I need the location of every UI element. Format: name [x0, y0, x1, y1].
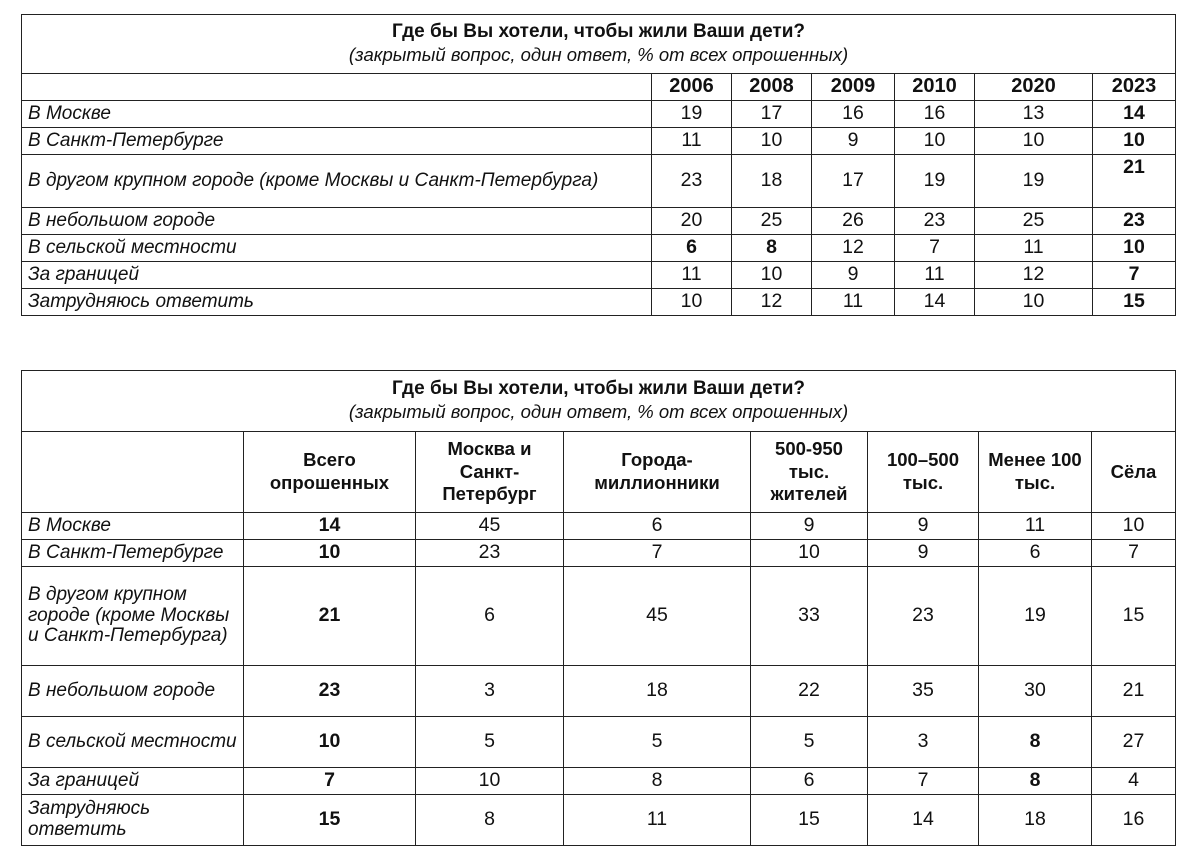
value-cell: 7 [895, 235, 975, 262]
value-cell: 7 [1092, 540, 1176, 567]
table-row [22, 101, 1176, 128]
value-cell-2023: 23 [1093, 208, 1176, 235]
table1-title-cell [22, 15, 1176, 74]
value-cell-2023: 10 [1093, 235, 1176, 262]
row-label: В небольшом городе [22, 208, 652, 235]
value-cell: 6 [751, 768, 868, 795]
value-cell: 6 [652, 235, 732, 262]
value-cell: 11 [652, 128, 732, 155]
row-label: За границей [22, 262, 652, 289]
value-cell: 27 [1092, 717, 1176, 768]
value-cell: 10 [751, 540, 868, 567]
value-cell: 45 [564, 567, 751, 666]
year-header: 2023 [1093, 74, 1176, 101]
table-row [22, 540, 1176, 567]
row-label: В Санкт-Петербурге [22, 128, 652, 155]
year-header: 2010 [895, 74, 975, 101]
value-cell: 3 [416, 666, 564, 717]
year-header: 2020 [975, 74, 1093, 101]
value-cell: 18 [979, 795, 1092, 846]
table-row [22, 795, 1176, 846]
value-cell: 9 [868, 513, 979, 540]
value-cell: 8 [979, 768, 1092, 795]
year-header: 2009 [812, 74, 895, 101]
value-cell: 45 [416, 513, 564, 540]
value-cell: 10 [975, 289, 1093, 316]
column-header-villages: Сёла [1092, 432, 1176, 513]
row-label: За границей [22, 768, 244, 795]
value-cell: 9 [868, 540, 979, 567]
value-cell: 23 [895, 208, 975, 235]
value-cell: 5 [416, 717, 564, 768]
value-cell: 15 [1092, 567, 1176, 666]
value-cell-2023: 15 [1093, 289, 1176, 316]
value-cell: 19 [652, 101, 732, 128]
value-cell: 6 [979, 540, 1092, 567]
table-row [22, 155, 1176, 208]
value-cell: 3 [868, 717, 979, 768]
column-header-100-500k: 100–500 тыс. [868, 432, 979, 513]
value-cell: 5 [751, 717, 868, 768]
row-label: Затрудняюсь ответить [22, 289, 652, 316]
value-cell: 23 [868, 567, 979, 666]
value-cell-total: 15 [244, 795, 416, 846]
value-cell: 10 [732, 262, 812, 289]
survey-table-by-settlement [21, 370, 1176, 846]
value-cell: 10 [416, 768, 564, 795]
value-cell: 7 [564, 540, 751, 567]
row-label: В небольшом городе [22, 666, 244, 717]
row-label: В Москве [22, 513, 244, 540]
table1-corner [22, 74, 652, 101]
value-cell: 9 [812, 262, 895, 289]
row-label: В Санкт-Петербурге [22, 540, 244, 567]
value-cell: 17 [812, 155, 895, 208]
value-cell: 19 [979, 567, 1092, 666]
value-cell: 18 [732, 155, 812, 208]
column-header-under-100k: Менее 100 тыс. [979, 432, 1092, 513]
value-cell: 15 [751, 795, 868, 846]
value-cell: 11 [564, 795, 751, 846]
value-cell: 30 [979, 666, 1092, 717]
value-cell: 14 [868, 795, 979, 846]
value-cell: 10 [732, 128, 812, 155]
row-label: Затрудняюсь ответить [22, 795, 244, 846]
value-cell: 10 [1092, 513, 1176, 540]
table2-corner [22, 432, 244, 513]
column-header-total: Всего опрошенных [244, 432, 416, 513]
row-label: В другом крупном городе (кроме Москвы и Санкт-Петербурга) [22, 567, 244, 666]
table-row [22, 567, 1176, 666]
value-cell-2023: 21 [1093, 155, 1176, 208]
table-row [22, 768, 1176, 795]
table-row [22, 235, 1176, 262]
value-cell-total: 7 [244, 768, 416, 795]
table-row [22, 208, 1176, 235]
table2-title-cell [22, 371, 1176, 432]
value-cell-total: 10 [244, 717, 416, 768]
value-cell: 26 [812, 208, 895, 235]
value-cell: 12 [732, 289, 812, 316]
survey-table-by-year [21, 14, 1176, 316]
value-cell: 11 [975, 235, 1093, 262]
value-cell: 11 [895, 262, 975, 289]
value-cell: 25 [975, 208, 1093, 235]
table1-title: Где бы Вы хотели, чтобы жили Ваши дети? [392, 21, 806, 43]
value-cell: 8 [564, 768, 751, 795]
value-cell-2023: 10 [1093, 128, 1176, 155]
table-row [22, 513, 1176, 540]
value-cell: 12 [812, 235, 895, 262]
value-cell: 16 [1092, 795, 1176, 846]
value-cell: 16 [895, 101, 975, 128]
value-cell: 19 [895, 155, 975, 208]
value-cell: 12 [975, 262, 1093, 289]
column-header-500-950k: 500-950 тыс. жителей [751, 432, 868, 513]
value-cell: 22 [751, 666, 868, 717]
value-cell: 11 [652, 262, 732, 289]
value-cell-2023: 14 [1093, 101, 1176, 128]
value-cell: 20 [652, 208, 732, 235]
column-header-moscow-spb: Москва и Санкт-Петербург [416, 432, 564, 513]
table1-subtitle: (закрытый вопрос, один ответ, % от всех опрошенных) [348, 43, 849, 65]
value-cell: 9 [812, 128, 895, 155]
value-cell: 25 [732, 208, 812, 235]
row-label: В Москве [22, 101, 652, 128]
value-cell-2023: 7 [1093, 262, 1176, 289]
value-cell-total: 21 [244, 567, 416, 666]
value-cell: 18 [564, 666, 751, 717]
year-header: 2008 [732, 74, 812, 101]
table-row [22, 666, 1176, 717]
value-cell: 10 [975, 128, 1093, 155]
year-header: 2006 [652, 74, 732, 101]
value-cell: 35 [868, 666, 979, 717]
value-cell: 33 [751, 567, 868, 666]
value-cell: 6 [564, 513, 751, 540]
value-cell: 23 [652, 155, 732, 208]
column-header-million-cities: Города-миллионники [564, 432, 751, 513]
row-label: В другом крупном городе (кроме Москвы и Санкт-Петербурга) [22, 155, 652, 208]
value-cell: 19 [975, 155, 1093, 208]
table-row [22, 262, 1176, 289]
table2-title: Где бы Вы хотели, чтобы жили Ваши дети? [392, 378, 805, 400]
value-cell: 23 [416, 540, 564, 567]
value-cell: 13 [975, 101, 1093, 128]
row-label: В сельской местности [22, 235, 652, 262]
value-cell: 6 [416, 567, 564, 666]
value-cell-total: 23 [244, 666, 416, 717]
value-cell: 21 [1092, 666, 1176, 717]
value-cell: 8 [979, 717, 1092, 768]
value-cell: 8 [732, 235, 812, 262]
value-cell: 14 [895, 289, 975, 316]
value-cell: 16 [812, 101, 895, 128]
value-cell: 11 [812, 289, 895, 316]
value-cell: 10 [895, 128, 975, 155]
value-cell: 9 [751, 513, 868, 540]
value-cell: 7 [868, 768, 979, 795]
value-cell-total: 10 [244, 540, 416, 567]
value-cell-total: 14 [244, 513, 416, 540]
row-label: В сельской местности [22, 717, 244, 768]
value-cell: 4 [1092, 768, 1176, 795]
table-row [22, 289, 1176, 316]
table2-subtitle: (закрытый вопрос, один ответ, % от всех опрошенных) [348, 400, 849, 422]
value-cell: 5 [564, 717, 751, 768]
table-row [22, 717, 1176, 768]
value-cell: 17 [732, 101, 812, 128]
table-row [22, 128, 1176, 155]
value-cell: 8 [416, 795, 564, 846]
value-cell: 11 [979, 513, 1092, 540]
value-cell: 10 [652, 289, 732, 316]
